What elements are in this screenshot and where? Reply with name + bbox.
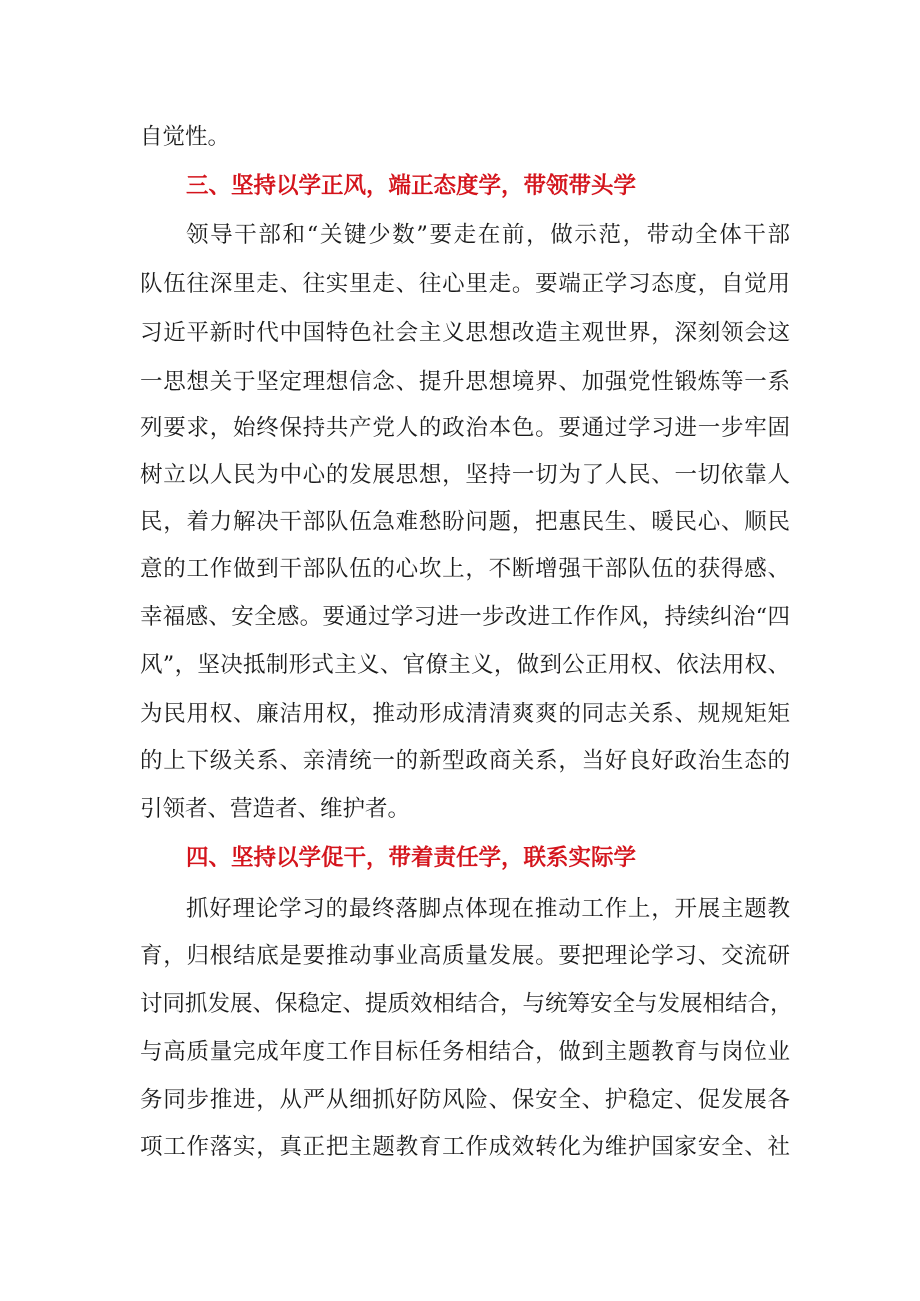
paragraph-line: 抓好理论学习的最终落脚点体现在推动工作上，开展主题教 [186,896,790,922]
paragraph-line: 意的工作做到干部队伍的心坎上，不断增强干部队伍的获得感、 [140,556,790,582]
paragraph-line: 与高质量完成年度工作目标任务相结合，做到主题教育与岗位业 [140,1039,790,1065]
paragraph-line: 育，归根结底是要推动事业高质量发展。要把理论学习、交流研 [140,943,790,969]
section-3-heading: 三、坚持以学正风，端正态度学，带领带头学 [186,173,637,199]
paragraph-line: 风”，坚决抵制形式主义、官僚主义，做到公正用权、依法用权、 [140,652,790,678]
paragraph-line: 民，着力解决干部队伍急难愁盼问题，把惠民生、暖民心、顺民 [140,509,790,535]
paragraph-line: 引领者、营造者、维护者。 [140,796,411,822]
paragraph-line: 幸福感、安全感。要通过学习进一步改进工作作风，持续纠治“四 [140,604,790,630]
paragraph-line: 讨同抓发展、保稳定、提质效相结合，与统筹安全与发展相结合， [140,991,793,1017]
section-4-heading: 四、坚持以学促干，带着责任学，联系实际学 [186,845,637,871]
paragraph-line: 自觉性。 [140,124,231,150]
paragraph-line: 列要求，始终保持共产党人的政治本色。要通过学习进一步牢固 [140,415,790,441]
paragraph-line: 一思想关于坚定理想信念、提升思想境界、加强党性锻炼等一系 [140,369,790,395]
paragraph-line: 项工作落实，真正把主题教育工作成效转化为维护国家安全、社 [140,1134,790,1160]
paragraph-line: 习近平新时代中国特色社会主义思想改造主观世界，深刻领会这 [140,320,790,346]
paragraph-line: 树立以人民为中心的发展思想，坚持一切为了人民、一切依靠人 [140,462,790,488]
paragraph-line: 领导干部和“关键少数”要走在前，做示范，带动全体干部 [186,222,790,248]
paragraph-line: 队伍往深里走、往实里走、往心里走。要端正学习态度，自觉用 [140,271,790,297]
paragraph-line: 务同步推进，从严从细抓好防风险、保安全、护稳定、促发展各 [140,1087,790,1113]
paragraph-line: 的上下级关系、亲清统一的新型政商关系，当好良好政治生态的 [140,748,790,774]
paragraph-line: 为民用权、廉洁用权，推动形成清清爽爽的同志关系、规规矩矩 [140,701,790,727]
